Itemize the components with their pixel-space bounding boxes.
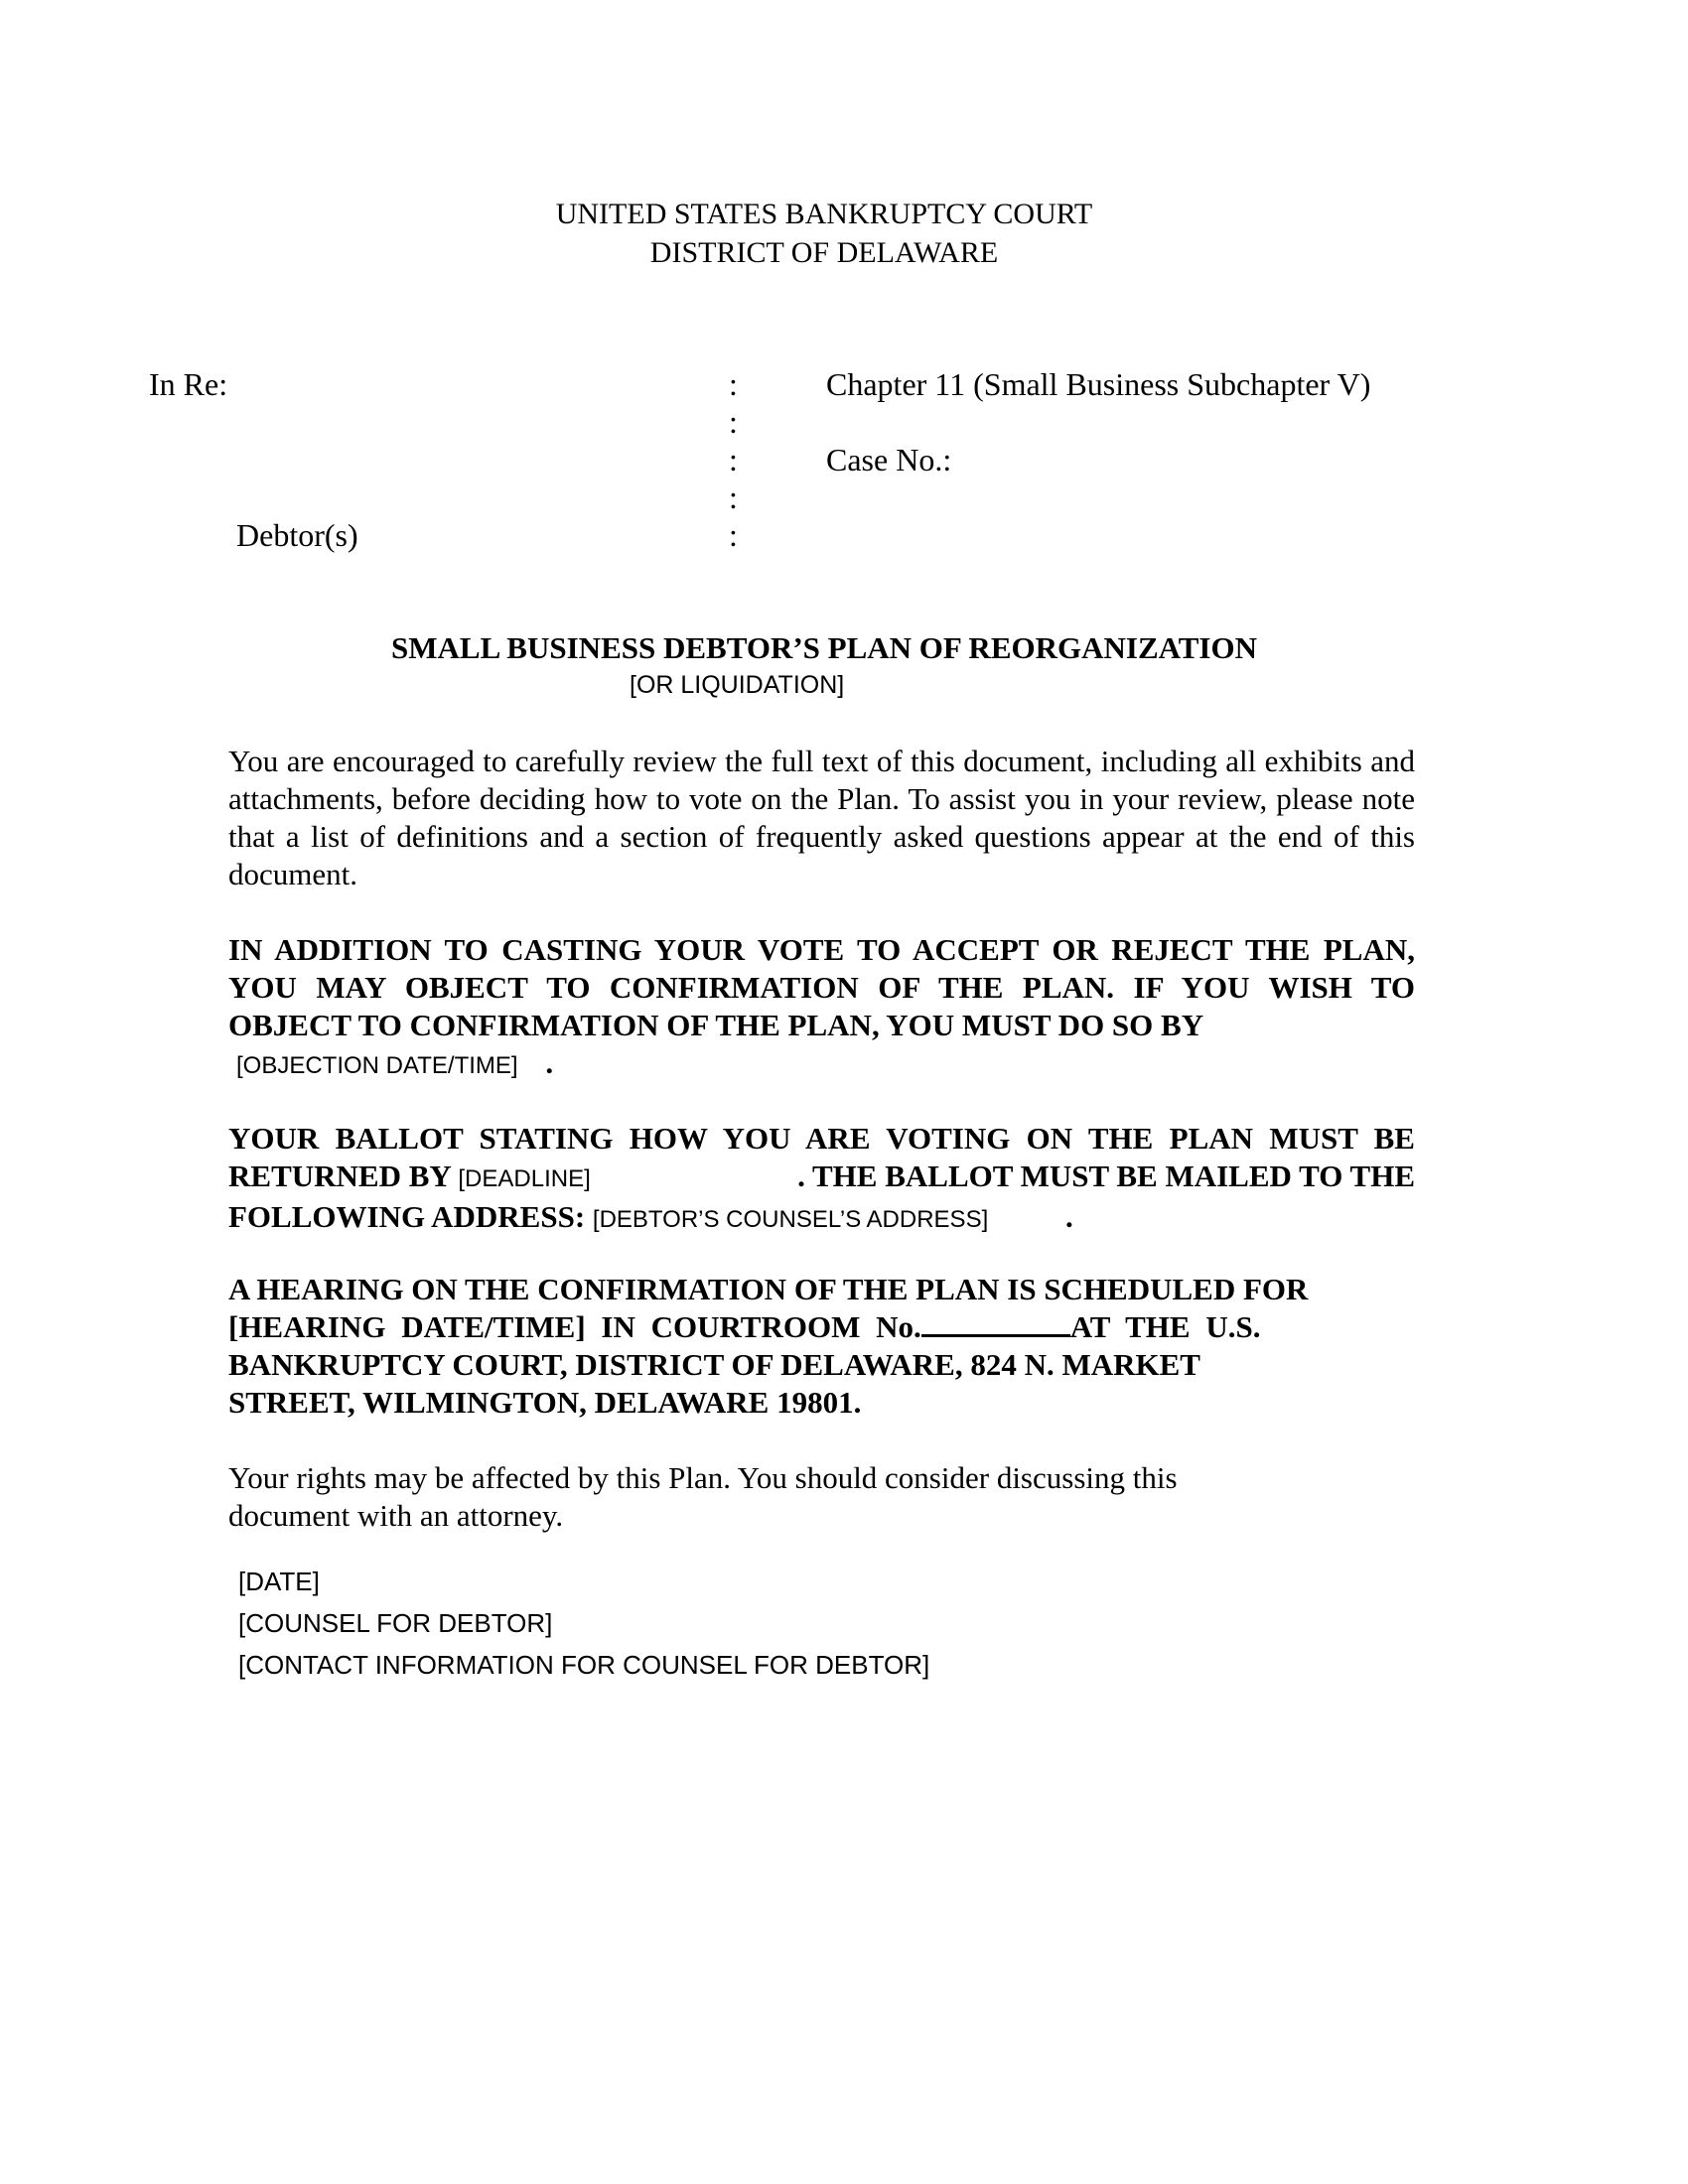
deadline-placeholder: [DEADLINE]: [458, 1165, 591, 1192]
counsel-address-placeholder: [DEBTOR’S COUNSEL’S ADDRESS]: [592, 1206, 989, 1233]
ballot-returned-by-text: [228, 1158, 591, 1198]
in-re-label: In Re:: [149, 366, 228, 402]
ballot-returned-by: RETURNED BY: [228, 1159, 451, 1193]
caption-colon: :: [729, 366, 738, 402]
hearing-line-2: [228, 1308, 1380, 1346]
objection-text: IN ADDITION TO CASTING YOUR VOTE TO ACCEPT OR REJECT THE PLAN, YOU MAY OBJECT TO CONFIRMATION OF THE PLAN. IF YOU WISH TO OBJECT TO CONFIRMATION OF THE PLAN, YOU MUST DO SO BY: [228, 932, 1415, 1042]
document-subtitle: [OR LIQUIDATION]: [630, 671, 845, 699]
debtor-label: Debtor(s): [236, 517, 358, 553]
rights-line-1: Your rights may be affected by this Plan. You should consider discussing this: [228, 1460, 1178, 1495]
ballot-address-label: FOLLOWING ADDRESS:: [228, 1199, 586, 1234]
hearing-date-courtroom: [HEARING DATE/TIME] IN COURTROOM No.: [228, 1309, 921, 1344]
objection-paragraph: [228, 931, 1415, 1085]
hearing-line-1: A HEARING ON THE CONFIRMATION OF THE PLAN IS SCHEDULED FOR: [228, 1272, 1309, 1306]
rights-paragraph: [228, 1459, 1321, 1535]
caption-colon: :: [729, 479, 738, 515]
chapter-label: Chapter 11 (Small Business Subchapter V): [826, 366, 1371, 402]
caption-colon: :: [729, 404, 738, 440]
hearing-line-4: STREET, WILMINGTON, DELAWARE 19801.: [228, 1385, 862, 1420]
ballot-line-3: [228, 1198, 1415, 1239]
signature-block: [238, 1561, 929, 1686]
ballot-line-1: YOUR BALLOT STATING HOW YOU ARE VOTING ON THE PLAN MUST BE: [228, 1121, 1415, 1156]
caption-colon: :: [729, 442, 738, 478]
courtroom-number-blank: [921, 1308, 1070, 1337]
hearing-court-location: AT THE U.S.: [1069, 1309, 1261, 1344]
objection-period: .: [545, 1045, 554, 1080]
document-title: SMALL BUSINESS DEBTOR’S PLAN OF REORGANIZATION: [391, 630, 1257, 665]
counsel-placeholder: [COUNSEL FOR DEBTOR]: [238, 1608, 553, 1638]
court-district: DISTRICT OF DELAWARE: [649, 236, 999, 269]
case-number-label: Case No.:: [826, 442, 952, 478]
contact-placeholder: [CONTACT INFORMATION FOR COUNSEL FOR DEBTOR]: [238, 1650, 930, 1680]
intro-paragraph: You are encouraged to carefully review the full text of this document, including all exhibits and attachments, before deciding how to vote on the Plan. To assist you in your review, please note that a list of definitions and a section of frequently asked questions appear at the end of this document.: [228, 744, 1415, 891]
objection-date-placeholder: [OBJECTION DATE/TIME]: [236, 1052, 518, 1079]
hearing-paragraph: [228, 1271, 1380, 1422]
caption-colon: :: [729, 517, 738, 553]
ballot-mail-text: . THE BALLOT MUST BE MAILED TO THE: [797, 1159, 1415, 1193]
hearing-line-3: BANKRUPTCY COURT, DISTRICT OF DELAWARE, 824 N. MARKET: [228, 1347, 1200, 1382]
ballot-line-2: [228, 1158, 1415, 1198]
court-name: UNITED STATES BANKRUPTCY COURT: [555, 198, 1093, 230]
ballot-period: .: [1065, 1199, 1073, 1234]
rights-line-2: document with an attorney.: [228, 1498, 564, 1533]
court-header: [0, 195, 1648, 272]
date-placeholder: [DATE]: [238, 1567, 320, 1596]
ballot-paragraph: [228, 1120, 1415, 1239]
